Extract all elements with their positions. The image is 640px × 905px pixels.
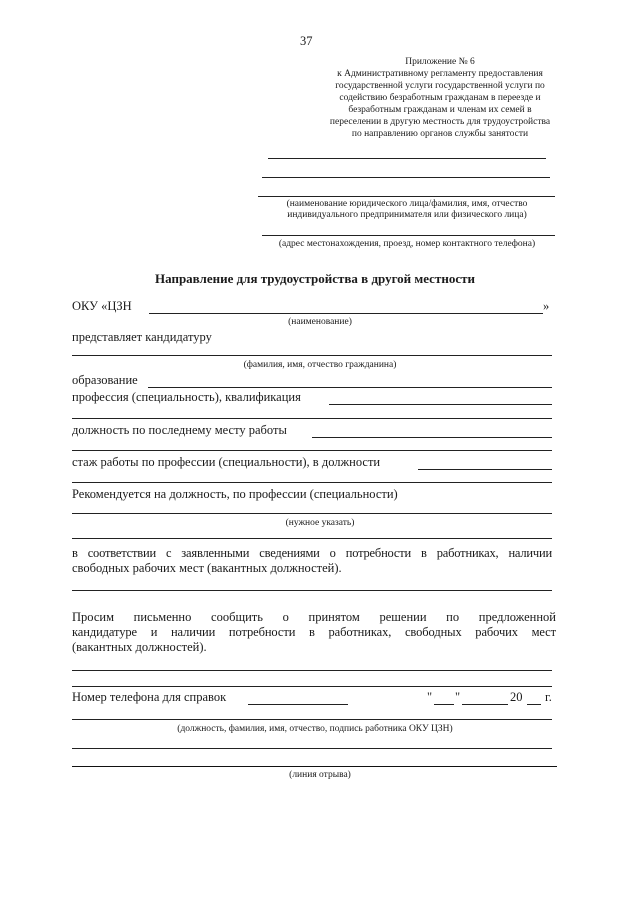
recipient-line-2[interactable]: [262, 177, 550, 178]
candidate-fio-field[interactable]: [72, 355, 552, 356]
form-heading: Направление для трудоустройства в другой местности: [155, 271, 475, 286]
date-quote-open: ": [427, 690, 433, 704]
experience-label: стаж работы по профессии (специальности), в должности: [72, 455, 381, 469]
oku-caption: (наименование): [288, 317, 352, 327]
page-number: 37: [300, 34, 313, 48]
education-field[interactable]: [148, 387, 552, 388]
request-field-1[interactable]: [72, 670, 552, 671]
date-month-field[interactable]: [462, 704, 508, 705]
profession-label: профессия (специальность), квалификация: [72, 390, 301, 404]
tear-caption: (линия отрыва): [289, 770, 351, 780]
fio-caption: (фамилия, имя, отчество гражданина): [243, 360, 397, 370]
recipient-address-caption: (адрес местонахождения, проезд, номер контактного телефона): [278, 239, 536, 249]
accordance-text: в соответствии с заявленными сведениями о потребности в работниках, наличии свободных рабочих мест (вакантных должностей).: [72, 546, 552, 575]
experience-field-2[interactable]: [72, 482, 552, 483]
phone-field[interactable]: [248, 704, 348, 705]
last-position-field-2[interactable]: [72, 450, 552, 451]
recipient-line-1[interactable]: [268, 158, 546, 159]
request-text: Просим письменно сообщить о принятом решении по предложенной кандидатуре и наличии потребности в работниках, свободных рабочих мест (вакантных должностей).: [72, 610, 556, 654]
last-position-label: должность по последнему месту работы: [72, 423, 287, 437]
education-label: образование: [72, 373, 138, 387]
signature-line[interactable]: [72, 719, 552, 720]
date-year-field[interactable]: [527, 704, 541, 705]
recommended-field[interactable]: [72, 513, 552, 514]
profession-field-2[interactable]: [72, 418, 552, 419]
presents-label: представляет кандидатуру: [72, 330, 212, 344]
oku-suffix: »: [543, 299, 550, 313]
appendix-line: к Административному регламенту предоставления: [337, 69, 543, 79]
phone-label: Номер телефона для справок: [72, 690, 227, 704]
appendix-line: государственной услуги государственной услуги по: [335, 81, 545, 91]
appendix-title: Приложение № 6: [405, 57, 475, 67]
recipient-name-caption: (наименование юридического лица/фамилия, имя, отчество индивидуального предпринимателя или физического лица): [286, 199, 528, 220]
appendix-line: по направлению органов службы занятости: [351, 129, 529, 139]
appendix-line: содействию безработным гражданам в переезде и: [339, 93, 541, 103]
oku-name-field[interactable]: [149, 313, 543, 314]
specify-caption: (нужное указать): [285, 518, 355, 528]
recommended-field-2[interactable]: [72, 538, 552, 539]
accordance-field[interactable]: [72, 590, 552, 591]
recipient-address-line[interactable]: [262, 235, 555, 236]
recommended-label: Рекомендуется на должность, по профессии (специальности): [72, 487, 398, 501]
last-position-field[interactable]: [312, 437, 552, 438]
signature-field-2[interactable]: [72, 748, 552, 749]
date-day-field[interactable]: [434, 704, 454, 705]
appendix-line: безработным гражданам и членам их семей в: [348, 105, 532, 115]
oku-prefix: ОКУ «ЦЗН: [72, 299, 132, 313]
experience-field[interactable]: [418, 469, 552, 470]
year-prefix: 20: [510, 690, 523, 704]
year-suffix: г.: [545, 690, 552, 704]
tear-line: [72, 766, 557, 767]
appendix-line: переселении в другую местность для трудоустройства: [329, 117, 551, 127]
recipient-line-3[interactable]: [258, 196, 555, 197]
date-quote-close: ": [455, 690, 461, 704]
appendix-block: [290, 56, 590, 140]
profession-field[interactable]: [329, 404, 552, 405]
request-field-2[interactable]: [72, 686, 552, 687]
signature-caption: (должность, фамилия, имя, отчество, подпись работника ОКУ ЦЗН): [177, 724, 453, 734]
